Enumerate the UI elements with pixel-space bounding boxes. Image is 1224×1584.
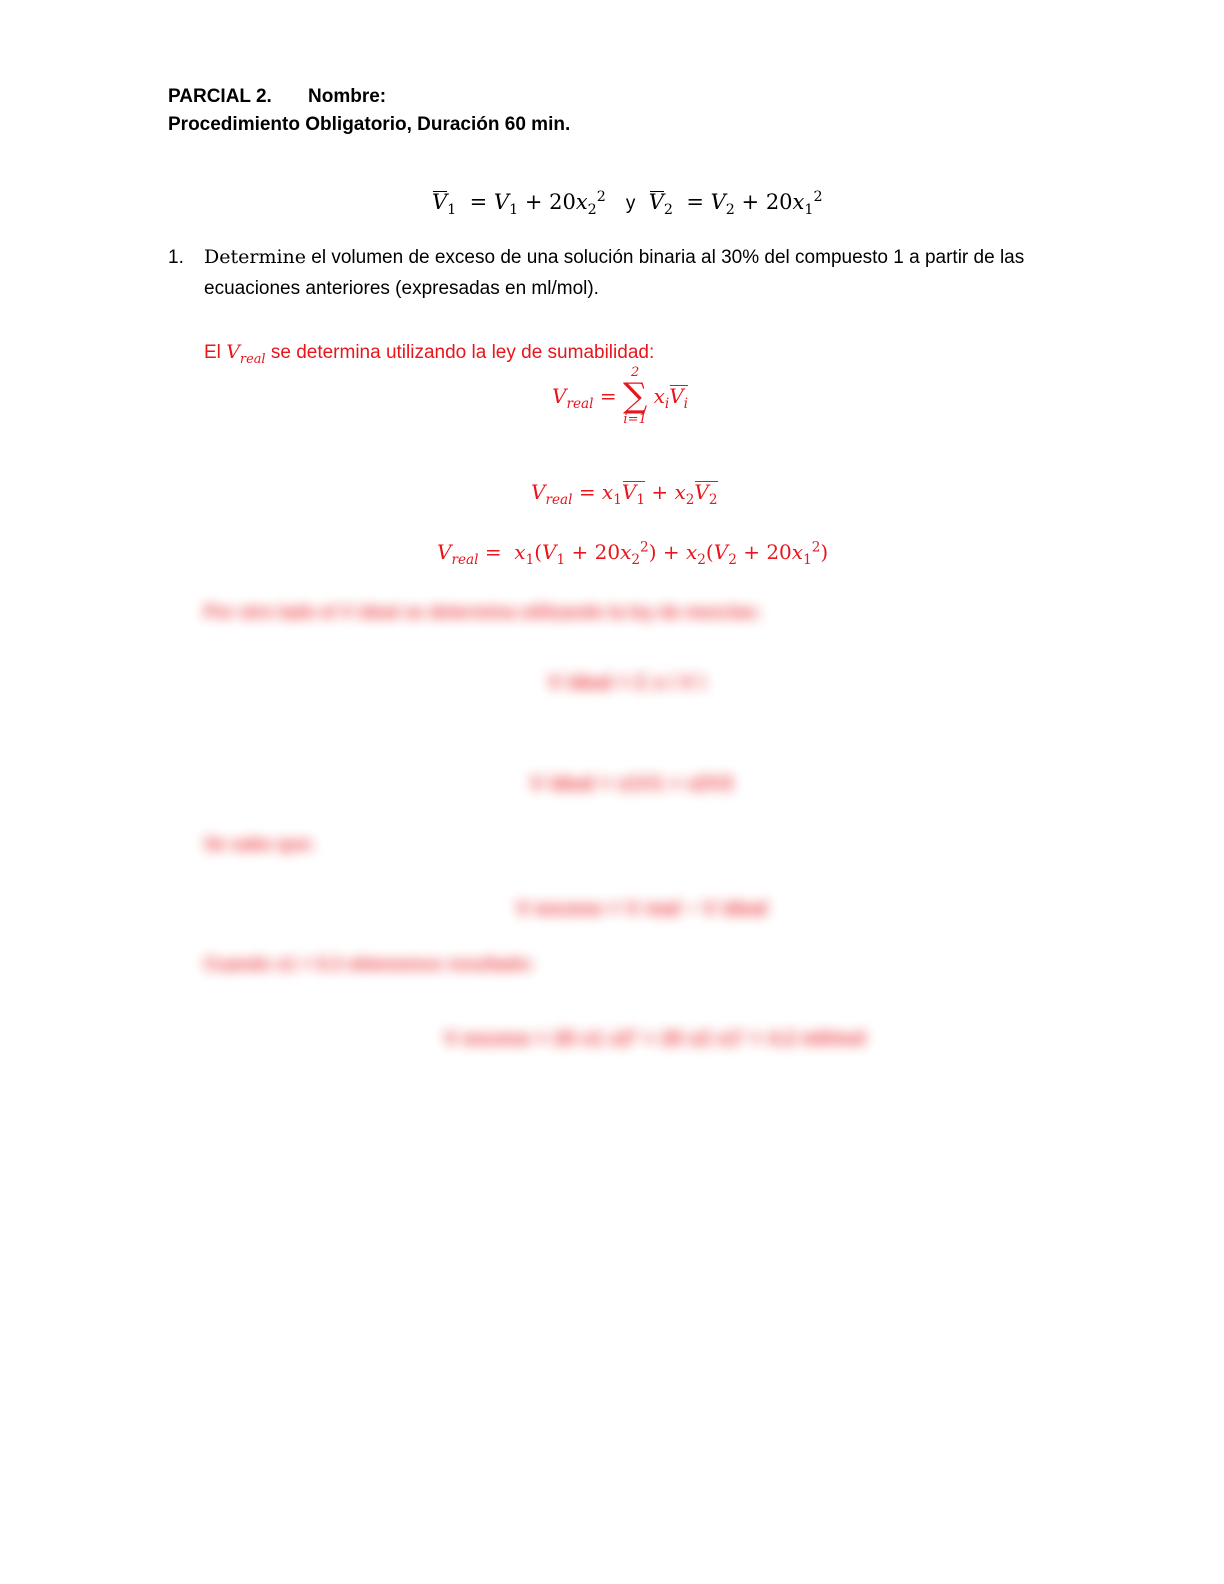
obscured-line-3: Cuando x1 = 0.3 obtenemos resultado:	[204, 954, 535, 974]
obscured-eq-3: V exceso = V real − V ideal	[516, 898, 768, 920]
question-line1: el volumen de exceso de una solución binaria al 30% del compuesto 1 a partir de las	[306, 247, 1025, 268]
obscured-line-1: Por otro lado el V ideal se determina utilizando la ley de mezclas:	[204, 602, 762, 622]
obscured-eq-4: V exceso = 20 x1 x2² + 20 x2 x1² = 4.2 ml/mol	[444, 1028, 866, 1050]
obscured-eq-2: V ideal = x1V1 + x2V2	[530, 773, 734, 795]
sum-equation: $V_{real}$ = 2 ∑ i=1 $x_iV_i$	[552, 365, 689, 427]
vreal-substituted: $V_{real} = x_1(V_1 + 20x_2^2) + x_2(V_2 + 20x_1^2)$	[437, 539, 829, 568]
question-text	[204, 242, 1024, 304]
answer-intro: El $V_{real}$ se determina utilizando la ley de sumabilidad:	[204, 341, 655, 367]
instructions: Procedimiento Obligatorio, Duración 60 min.	[168, 114, 571, 135]
question-line2: ecuaciones anteriores (expresadas en ml/mol).	[204, 278, 599, 299]
obscured-eq-1: V ideal = Σ x i V i	[548, 672, 706, 694]
eq1-equals: =	[469, 190, 488, 214]
sum-upper: 2	[630, 365, 640, 380]
sum-lower: i=1	[623, 412, 647, 427]
given-equations: $V_1 = V_1 + 20x_2^2$ y $V_2 = V_2 + 20x_1^2$	[432, 189, 823, 219]
question-lead-word: Determine	[204, 246, 307, 268]
sigma-icon: ∑	[622, 376, 648, 416]
obscured-line-2: Se sabe que:	[204, 834, 316, 854]
question-number: 1.	[168, 247, 184, 268]
exam-title: PARCIAL 2.	[168, 86, 272, 107]
name-label: Nombre:	[308, 86, 387, 107]
intro-suffix: se determina utilizando la ley de sumabilidad:	[270, 342, 655, 363]
intro-prefix: El	[204, 342, 221, 363]
vreal-expanded: $V_{real} = x_1V_1 + x_2V_2$	[531, 480, 718, 508]
connector-y: y	[625, 193, 636, 214]
